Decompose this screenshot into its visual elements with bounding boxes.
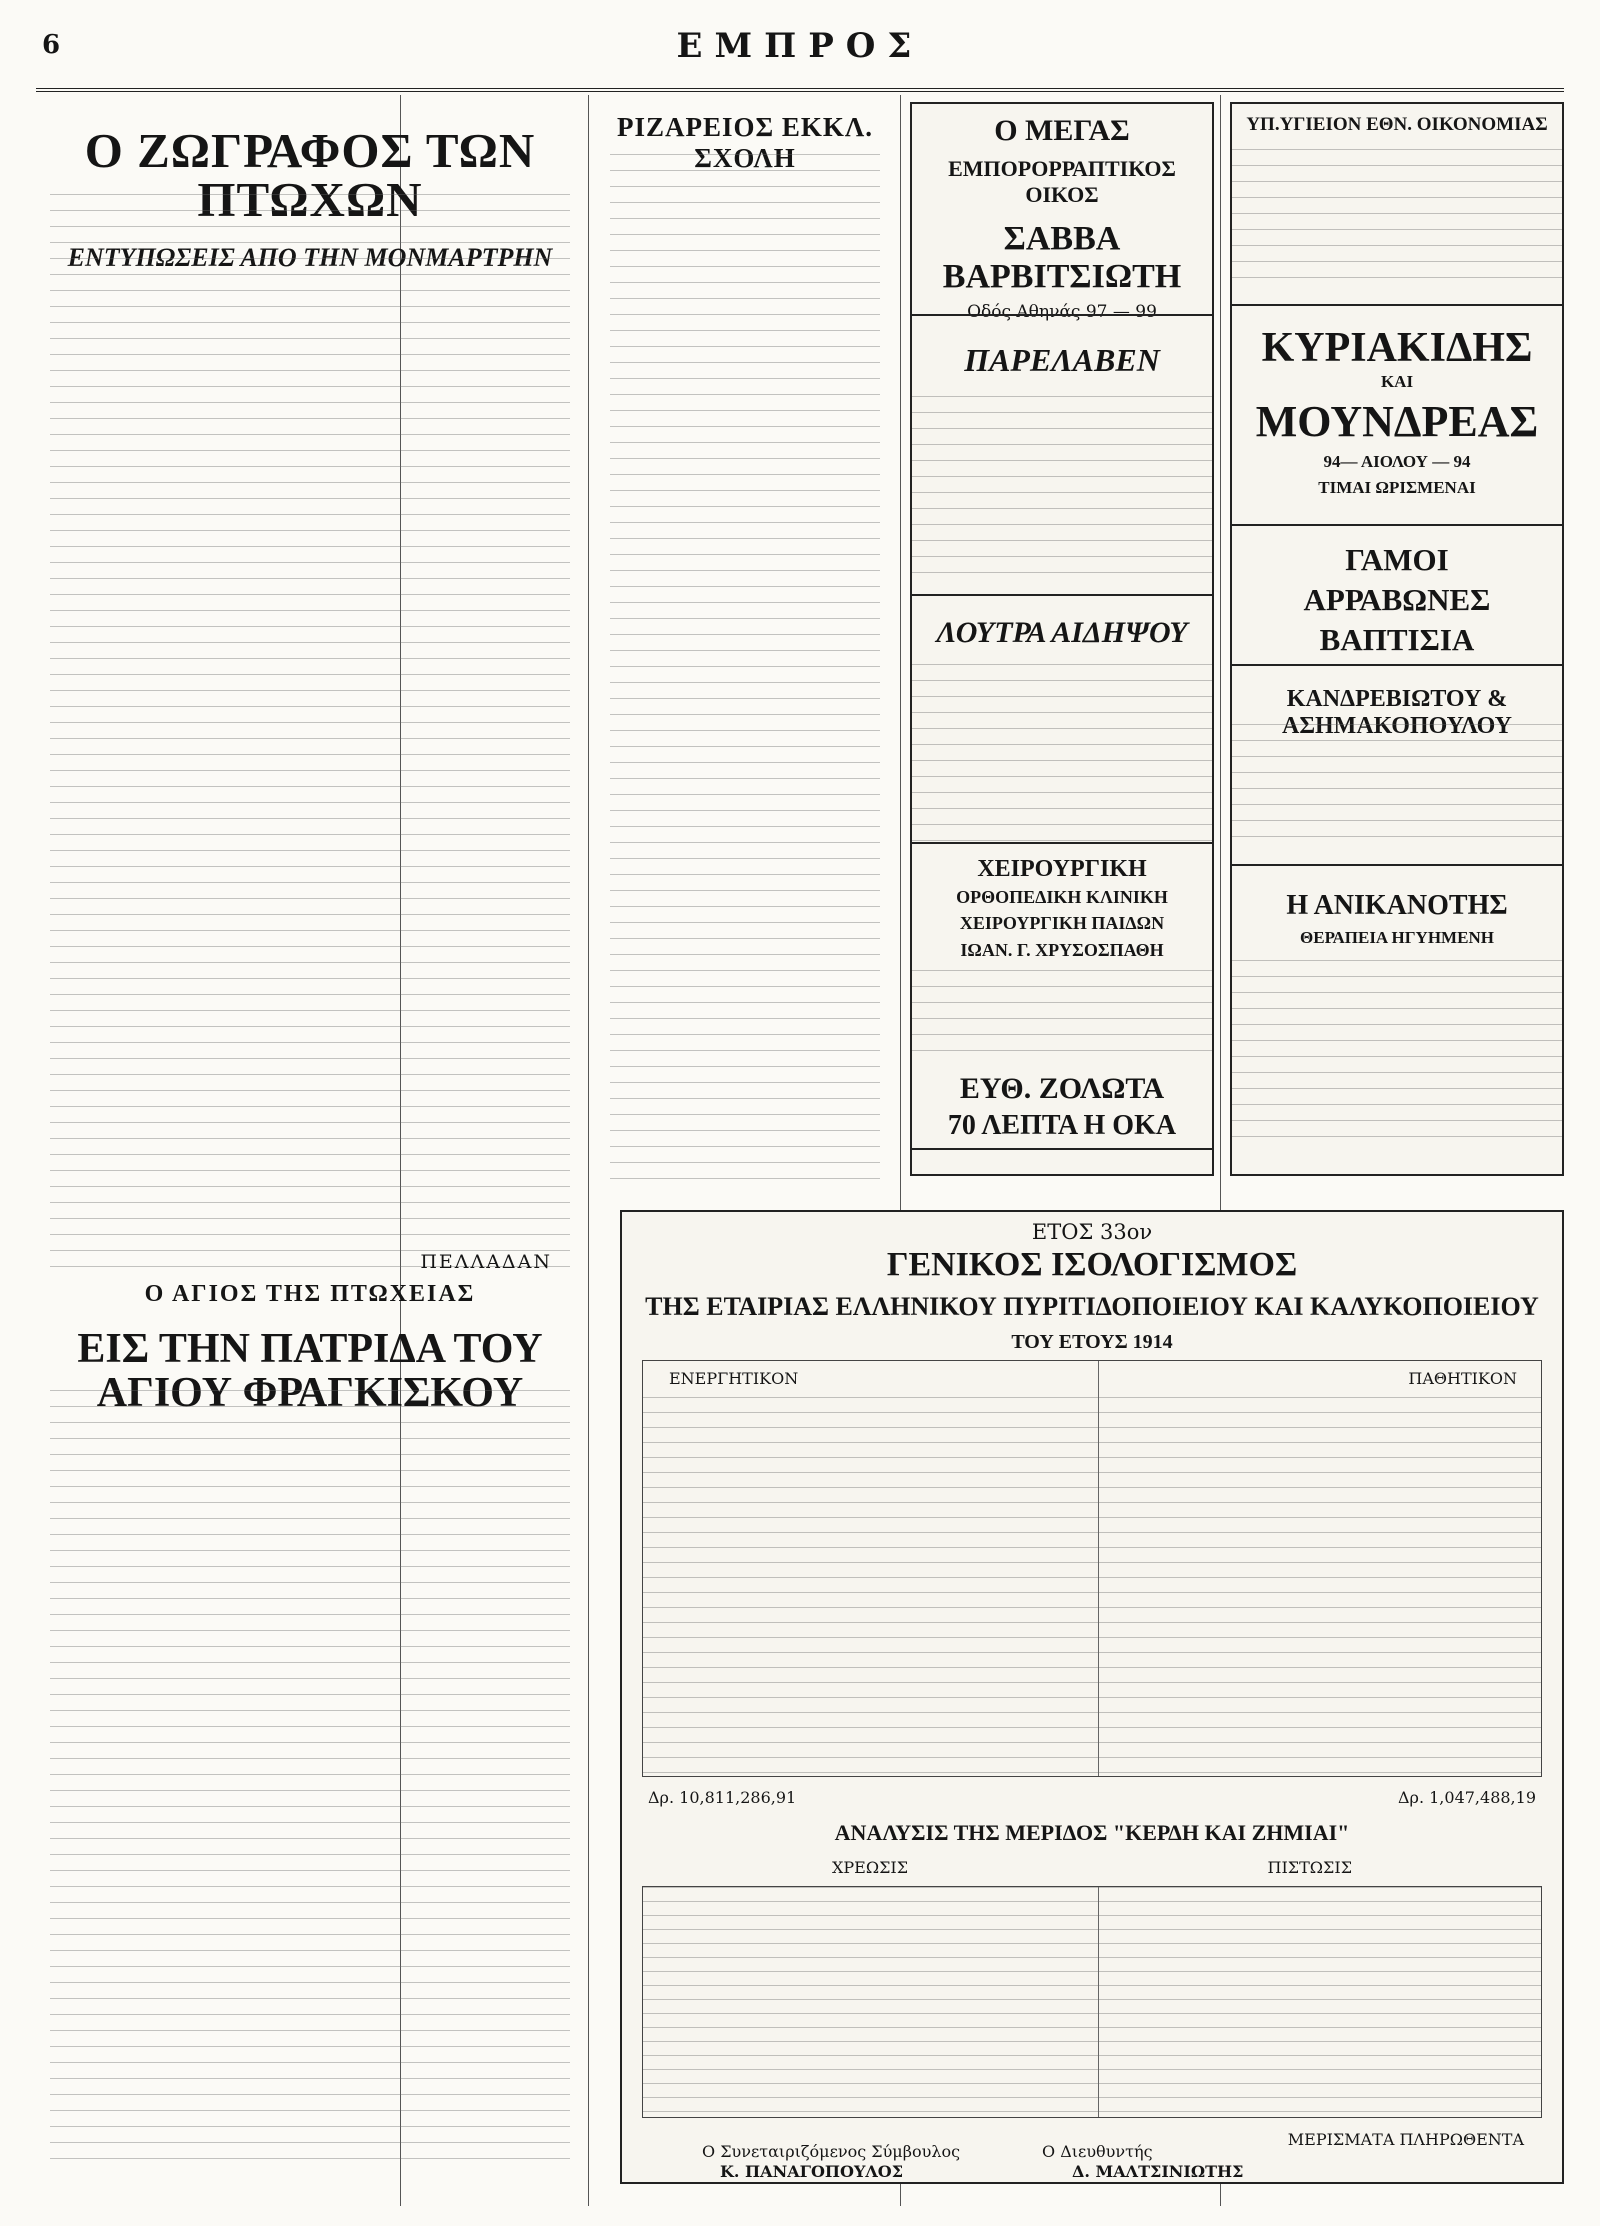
divider [1232,864,1562,866]
liabilities-label: ΠΑΘΗΤΙΚΟΝ [1408,1369,1517,1388]
inability-title: Η ΑΝΙΚΑΝΟΤΗΣ [1286,890,1508,921]
kyriakides-title: ΚΥΡΙΑΚΙΔΗΣ [1261,325,1533,371]
article-body-saint [50,1390,570,2172]
surgery-doctor: ΙΩΑΝ. Γ. ΧΡΥΣΟΣΠΑΘΗ [960,940,1164,961]
ledger-title: ΓΕΝΙΚΟΣ ΙΣΟΛΟΓΙΣΜΟΣ [886,1246,1298,1283]
balance-sheet [642,1360,1542,1777]
surgery-ad [910,842,1214,1150]
masthead [36,18,1564,92]
article-subtitle: ΕΝΤΥΠΩΣΕΙΣ ΑΠΟ ΤΗΝ ΜΟΝΜΑΡΤΡΗΝ [67,243,553,272]
article-title-saint: ΕΙΣ ΤΗΝ ΠΑΤΡΙΔΑ ΤΟΥ ΑΓΙΟΥ ΦΡΑΓΚΙΣΚΟΥ [77,1325,543,1416]
ledger-period: ΤΟΥ ΕΤΟΥΣ 1914 [1011,1331,1173,1353]
kyriakides-address: 94— ΑΙΟΛΟΥ — 94 [1323,452,1471,471]
ledger-subtitle: ΤΗΣ ΕΤΑΙΡΙΑΣ ΕΛΛΗΝΙΚΟΥ ΠΥΡΙΤΙΔΟΠΟΙΕΙΟΥ ΚΑΙ ΚΑΛΥΚΟΠΟΙΕΙΟΥ [645,1292,1539,1321]
ad-lines [1232,724,1562,844]
divider [1232,524,1562,526]
ad-lines [1232,149,1562,289]
credits-label: ΠΙΣΤΩΣΙΣ [1267,1858,1352,1877]
divider [912,594,1212,596]
parelaven-title: ΠΑΡΕΛΑΒΕΝ [964,342,1160,378]
text-lines [50,1390,570,2172]
ledger [620,1210,1564,2184]
kyriakides-prices: ΤΙΜΑΙ ΩΡΙΣΜΕΝΑΙ [1318,478,1476,497]
article-title: Ο ΖΩΓΡΑΦΟΣ ΤΩΝ ΠΤΩΧΩΝ [84,123,536,227]
ad-column-b [1230,102,1564,1176]
weddings-subtitle: ΑΡΡΑΒΩΝΕΣ [1303,582,1491,617]
kyriakides-middle: ΚΑΙ [1380,372,1414,391]
divider [1232,304,1562,306]
paper-name: ΕΜΠΡΟΣ [676,26,924,66]
loutra-title: ΛΟΥΤΡΑ ΑΙΔΗΨΟΥ [936,616,1188,649]
ad-lines [1232,960,1562,1140]
surgery-third: ΧΕΙΡΟΥΡΓΙΚΗ ΠΑΙΔΩΝ [959,912,1165,933]
article-painter [40,118,580,1283]
omega-address: Οδός Αθηνάς 97 — 99 [967,302,1157,322]
article-saint [40,1280,580,2180]
oka-title: 70 ΛΕΠΤΑ Η ΟΚΑ [947,1110,1177,1141]
ad-lines [912,396,1212,576]
ledger-total-2: Δρ. 1,047,488,19 [1397,1788,1536,1807]
article-kicker: Ο ΑΓΙΟΣ ΤΗΣ ΠΤΩΧΕΙΑΣ [144,1281,476,1307]
text-lines [50,194,570,1275]
ledger-lines [643,1887,1541,2117]
weddings-third: ΒΑΠΤΙΣΙΑ [1319,622,1475,657]
ledger-lines [643,1397,1541,1776]
profit-loss-table [642,1886,1542,2118]
surgery-title: ΧΕΙΡΟΥΡΓΙΚΗ [977,856,1147,882]
profit-loss-title: ΑΝΑΛΥΣΙΣ ΤΗΣ ΜΕΡΙΔΟΣ "ΚΕΡΔΗ ΚΑΙ ΖΗΜΙΑΙ" [834,1820,1350,1845]
assets-label: ΕΝΕΡΓΗΤΙΚΟΝ [669,1369,799,1388]
kyriakides-second: ΜΟΥΝΔΡΕΑΣ [1255,397,1539,446]
footer-right: Ο Διευθυντής [1042,2142,1153,2161]
divider [912,314,1212,316]
text-lines [610,154,880,1186]
ad-lines [912,970,1212,1060]
surgery-subtitle: ΟΡΘΟΠΕΔΙΚΗ ΚΛΙΝΙΚΗ [956,887,1168,907]
zolota-title: ΕΥΘ. ΖΟΛΩΤΑ [959,1072,1165,1105]
article-author: ΠΕΛΛΑΔΑΝ [420,1251,552,1273]
divider [1232,664,1562,666]
article-body [50,176,570,1275]
footer-left: Ο Συνεταιριζόμενος Σύμβουλος [702,2142,961,2161]
inability-subtitle: ΘΕΡΑΠΕΙΑ ΗΓΥΗΜΕΝΗ [1300,928,1494,947]
kandrevitou-title: ΚΑΝΔΡΕΒΙΩΤΟΥ & ΑΣΗΜΑΚΟΠΟΥΛΟΥ [1281,686,1512,739]
footer-name-left: Κ. ΠΑΝΑΓΟΠΟΥΛΟΣ [720,2162,904,2181]
omega-name: ΣΑΒΒΑ ΒΑΡΒΙΤΣΙΩΤΗ [942,220,1182,295]
omega-title: Ο ΜΕΓΑΣ [994,114,1130,147]
ledger-year: ΕΤΟΣ 33ον [1031,1220,1153,1244]
middle-column [600,112,890,1194]
omega-subtitle: ΕΜΠΟΡΟΡΡΑΠΤΙΚΟΣ ΟΙΚΟΣ [948,156,1176,207]
debts-label: ΧΡΕΩΣΙΣ [832,1858,909,1877]
ledger-total-1: Δρ. 10,811,286,91 [648,1788,797,1807]
column-rule [588,95,589,2206]
weddings-title: ΓΑΜΟΙ [1345,542,1449,577]
school-heading: ΡΙΖΑΡΕΙΟΣ ΕΚΚΛ. ΣΧΟΛΗ [616,112,874,173]
page-number: 6 [42,30,61,60]
footer-name-right: Δ. ΜΑΛΤΣΙΝΙΩΤΗΣ [1072,2162,1244,2181]
middle-column-text [610,154,880,1186]
payments-title: ΜΕΡΙΣΜΑΤΑ ΠΛΗΡΩΘΕΝΤΑ [1287,2130,1524,2149]
hygiene-title: ΥΠ.ΥΓΙΕΙΟΝ ΕΘΝ. ΟΙΚΟΝΟΜΙΑΣ [1246,114,1548,135]
